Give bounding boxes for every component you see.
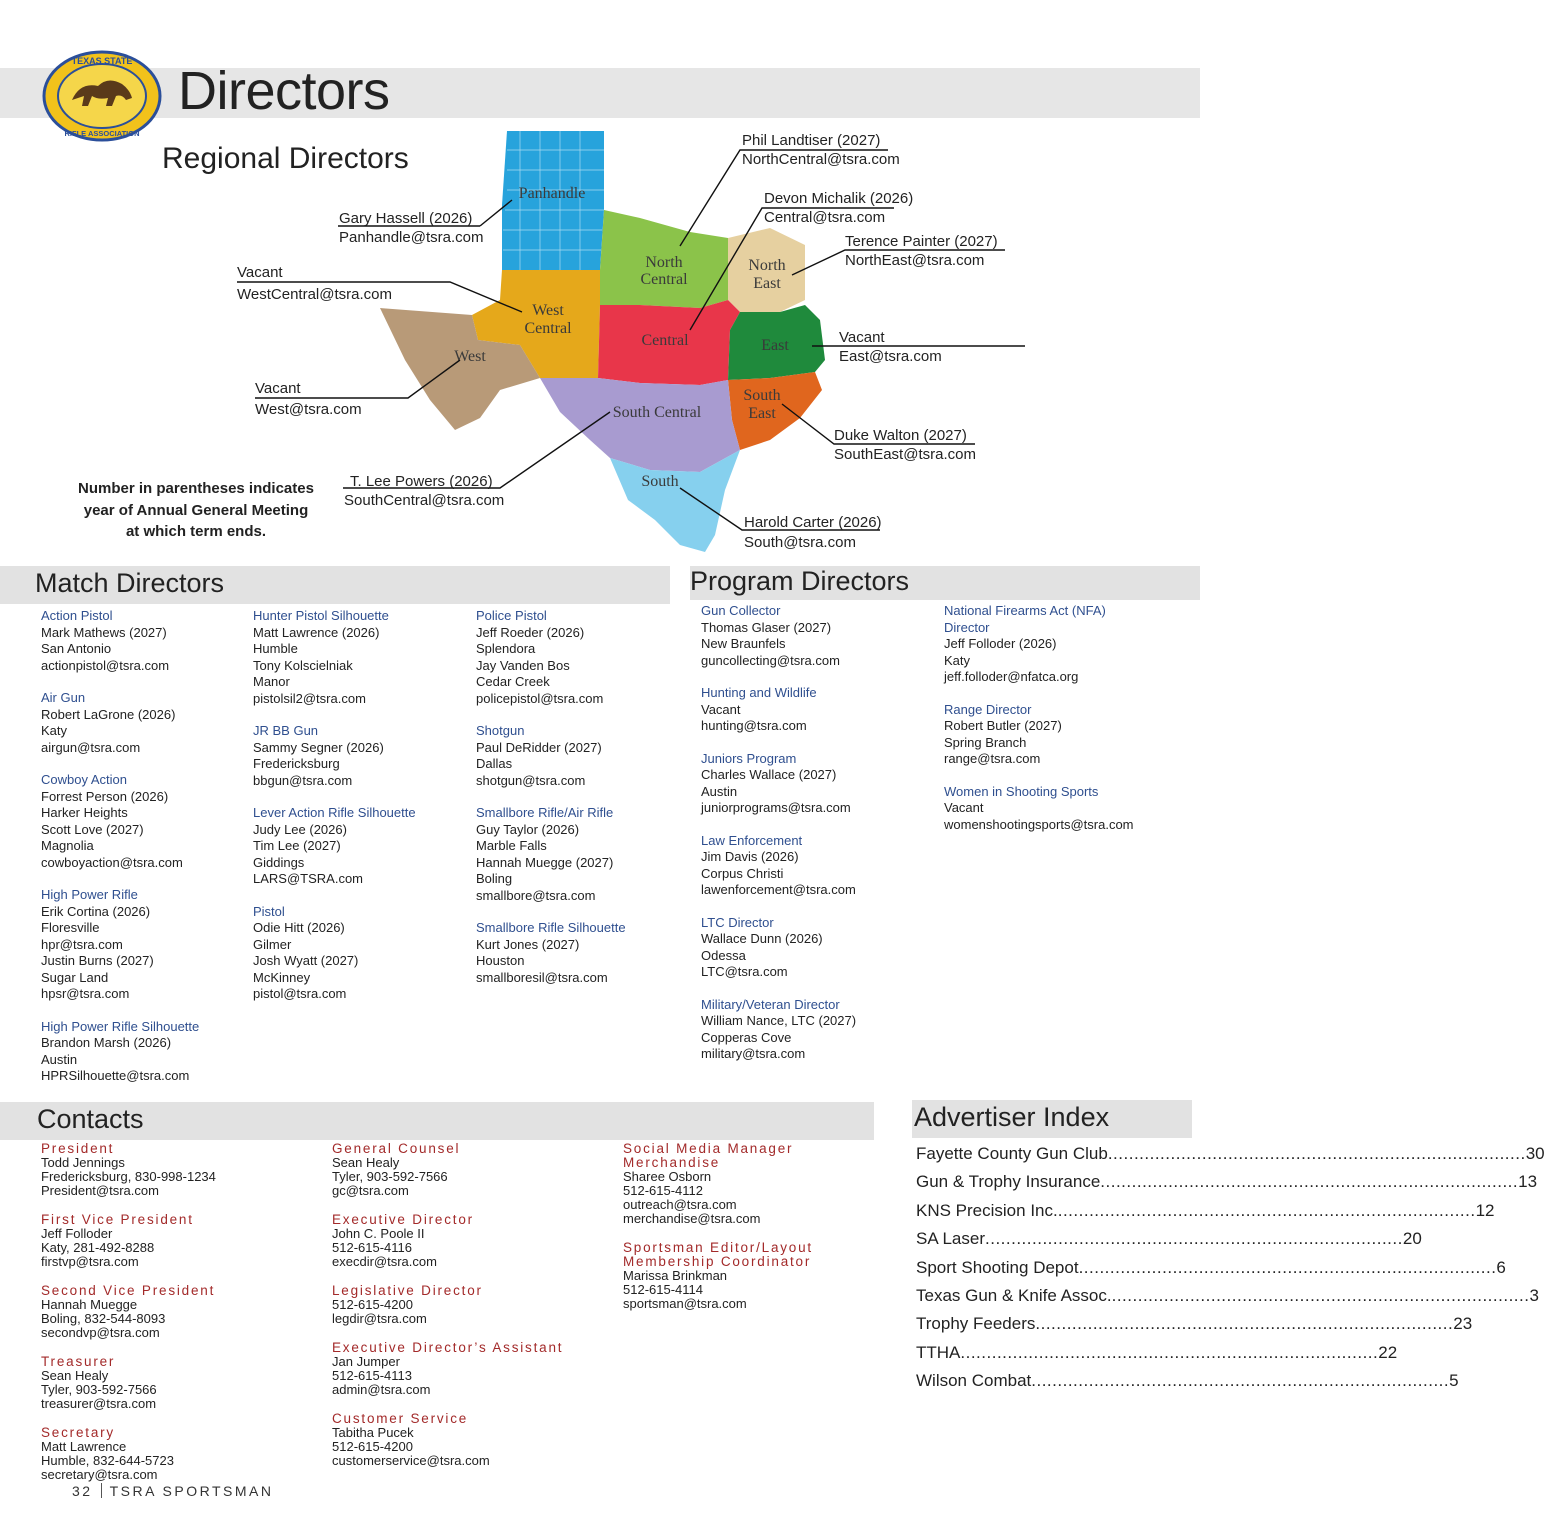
svg-text:West: West <box>532 302 564 319</box>
category-label: Air Gun <box>41 690 86 705</box>
entry-line: Guy Taylor (2026) <box>476 821 580 837</box>
entry-line: Mark Mathews (2027) <box>41 624 167 640</box>
category-label: First Vice President <box>41 1212 194 1227</box>
category-label: Director <box>944 619 990 635</box>
advertiser-page: 3 <box>1529 1285 1539 1305</box>
entry-line: Harker Heights <box>41 805 128 820</box>
advertiser-row <box>916 1342 1398 1370</box>
category-label: Executive Director <box>332 1212 474 1227</box>
regional-director-north-central: Phil Landtiser (2027) NorthCentral@tsra.com <box>742 132 900 168</box>
svg-text:West: West <box>454 348 486 365</box>
category-label: Cowboy Action <box>41 772 127 787</box>
match-directors-column-3 <box>476 608 626 1002</box>
entry-line: legdir@tsra.com <box>332 1311 427 1326</box>
entry-line: smallbore@tsra.com <box>476 887 596 903</box>
svg-text:Central: Central <box>524 320 572 337</box>
directory-entry <box>332 1142 563 1198</box>
entry-line: Hannah Muegge (2027) <box>476 854 614 870</box>
directory-entry <box>253 904 416 1003</box>
entry-line: Giddings <box>253 854 305 870</box>
entry-line: Forrest Person (2026) <box>41 788 169 804</box>
entry-line: Cedar Creek <box>476 674 550 689</box>
directory-entry <box>944 603 1134 686</box>
entry-line: Tony Kolscielniak <box>253 657 353 673</box>
category-label: Police Pistol <box>476 608 547 623</box>
entry-line: hunting@tsra.com <box>701 718 807 733</box>
entry-line: Magnolia <box>41 838 94 853</box>
entry-line: Austin <box>701 783 738 799</box>
regional-director-west-central: Vacant WestCentral@tsra.com <box>237 264 392 303</box>
entry-line: Sean Healy <box>41 1368 109 1383</box>
directory-entry <box>332 1412 563 1468</box>
entry-line: McKinney <box>253 969 311 985</box>
dot-leader: ................................................................................ <box>1100 1172 1519 1192</box>
entry-line: 512-615-4112 <box>623 1183 703 1198</box>
directory-entry <box>41 1426 216 1482</box>
entry-line: Scott Love (2027) <box>41 821 144 837</box>
entry-line: Spring Branch <box>944 734 1027 750</box>
entry-line: treasurer@tsra.com <box>41 1396 157 1411</box>
entry-line: execdir@tsra.com <box>332 1254 437 1269</box>
entry-line: Dallas <box>476 756 513 771</box>
entry-line: Houston <box>476 953 525 968</box>
entry-line: Splendora <box>476 641 536 656</box>
program-directors-column-2 <box>944 603 1134 849</box>
advertiser-row <box>916 1171 1538 1199</box>
contacts-heading: Contacts <box>37 1104 144 1134</box>
match-directors-column-2 <box>253 608 416 1019</box>
entry-line: gc@tsra.com <box>332 1183 409 1198</box>
category-label: Law Enforcement <box>701 832 803 848</box>
entry-line: Sugar Land <box>41 969 109 985</box>
directory-entry <box>41 1213 216 1269</box>
term-note: Number in parentheses indicates year of Annual General Meeting at which term ends. <box>78 480 314 540</box>
entry-line: actionpistol@tsra.com <box>41 657 170 673</box>
advertiser-row <box>916 1257 1506 1285</box>
entry-line: Jeff Folloder (2026) <box>944 636 1057 651</box>
entry-line: HPRSilhouette@tsra.com <box>41 1068 190 1083</box>
directory-entry <box>623 1142 813 1226</box>
entry-line: Boling <box>476 871 513 886</box>
category-label: Hunting and Wildlife <box>701 685 817 700</box>
advertiser-page: 13 <box>1518 1172 1538 1192</box>
svg-text:South Central: South Central <box>612 404 702 421</box>
match-directors-column-1 <box>41 608 199 1101</box>
regional-director-central: Devon Michalik (2026) Central@tsra.com <box>764 190 914 226</box>
match-directors-heading: Match Directors <box>35 568 225 598</box>
entry-line: Paul DeRidder (2027) <box>476 739 602 755</box>
category-label: Military/Veteran Director <box>701 996 840 1012</box>
page-title: Directors <box>178 61 390 121</box>
contacts-column-2 <box>332 1142 563 1483</box>
publication-name: TSRA SPORTSMAN <box>109 1483 274 1499</box>
directory-entry <box>41 1284 216 1340</box>
entry-line: Kurt Jones (2027) <box>476 936 580 952</box>
category-label: Legislative Director <box>332 1283 483 1298</box>
advertiser-row <box>916 1200 1495 1228</box>
entry-line: Corpus Christi <box>701 865 784 881</box>
dot-leader: ................................................................................ <box>1031 1371 1450 1391</box>
directory-entry <box>944 702 1134 768</box>
advertiser-page: 6 <box>1496 1257 1506 1277</box>
advertiser-row <box>916 1313 1473 1341</box>
entry-line: Robert Butler (2027) <box>944 718 1062 733</box>
entry-line: Fredericksburg <box>253 756 340 771</box>
entry-line: San Antonio <box>41 641 112 656</box>
regional-director-south-central: T. Lee Powers (2026) SouthCentral@tsra.com <box>344 473 505 509</box>
directory-entry <box>701 997 856 1063</box>
advertiser-row <box>916 1228 1422 1256</box>
entry-line: range@tsra.com <box>944 751 1041 766</box>
advertiser-row <box>916 1285 1539 1313</box>
directory-entry <box>253 805 416 888</box>
entry-line: jeff.folloder@nfatca.org <box>944 669 1079 684</box>
advertiser-page: 5 <box>1449 1371 1459 1391</box>
svg-text:RIFLE ASSOCIATION: RIFLE ASSOCIATION <box>64 129 140 138</box>
directory-entry <box>253 723 416 789</box>
category-label: Pistol <box>253 903 285 919</box>
entry-line: pistol@tsra.com <box>253 986 347 1001</box>
advertiser-index-heading: Advertiser Index <box>914 1102 1110 1132</box>
entry-line: LTC@tsra.com <box>701 964 788 979</box>
entry-line: Hannah Muegge <box>41 1297 138 1312</box>
category-label: Women in Shooting Sports <box>944 783 1099 799</box>
dot-leader: ................................................................................ <box>985 1229 1403 1249</box>
directory-entry <box>41 887 199 1003</box>
entry-line: Robert LaGrone (2026) <box>41 706 176 722</box>
advertiser-index-list <box>916 1143 1545 1399</box>
entry-line: secondvp@tsra.com <box>41 1325 160 1340</box>
directory-entry <box>701 685 856 735</box>
entry-line: shotgun@tsra.com <box>476 772 586 788</box>
category-label: General Counsel <box>332 1141 461 1156</box>
directory-entry <box>41 1019 199 1085</box>
entry-line: lawenforcement@tsra.com <box>701 882 856 897</box>
category-label: Hunter Pistol Silhouette <box>253 608 389 623</box>
category-label: Secretary <box>41 1425 115 1440</box>
entry-line: Erik Cortina (2026) <box>41 903 151 919</box>
entry-line: Tyler, 903-592-7566 <box>332 1169 448 1184</box>
entry-line: Jeff Folloder <box>41 1226 113 1241</box>
entry-line: Thomas Glaser (2027) <box>701 619 832 635</box>
entry-line: Katy <box>944 652 971 668</box>
entry-line: Todd Jennings <box>41 1155 125 1170</box>
category-label: High Power Rifle Silhouette <box>41 1018 200 1034</box>
entry-line: Jan Jumper <box>332 1354 400 1369</box>
category-label: High Power Rifle <box>41 887 138 902</box>
directory-entry <box>253 608 416 707</box>
entry-line: Austin <box>41 1051 78 1067</box>
entry-line: Odie Hitt (2026) <box>253 920 345 935</box>
entry-line: Jay Vanden Bos <box>476 657 570 673</box>
category-label: National Firearms Act (NFA) <box>944 603 1106 618</box>
entry-line: Copperas Cove <box>701 1029 792 1045</box>
entry-line: guncollecting@tsra.com <box>701 652 840 668</box>
entry-line: cowboyaction@tsra.com <box>41 854 183 870</box>
advertiser-name: TTHA <box>916 1342 961 1362</box>
directory-entry <box>41 1355 216 1411</box>
directory-entry <box>476 723 626 789</box>
entry-line: Floresville <box>41 920 100 935</box>
category-label: Treasurer <box>41 1354 116 1369</box>
entry-line: Jim Davis (2026) <box>701 849 799 864</box>
advertiser-row <box>916 1143 1545 1171</box>
directory-entry <box>476 608 626 707</box>
entry-line: Sharee Osborn <box>623 1169 712 1184</box>
category-label: Sportsman Editor/Layout <box>623 1240 813 1255</box>
entry-line: Gilmer <box>253 936 292 952</box>
entry-line: Wallace Dunn (2026) <box>701 931 823 946</box>
entry-line: admin@tsra.com <box>332 1382 431 1397</box>
entry-line: Marble Falls <box>476 838 547 853</box>
program-directors-column-1 <box>701 603 856 1079</box>
advertiser-name: SA Laser <box>916 1229 985 1249</box>
page-footer <box>72 1483 273 1499</box>
category-label: Smallbore Rifle/Air Rifle <box>476 805 614 820</box>
directory-entry <box>476 920 626 986</box>
entry-line: merchandise@tsra.com <box>623 1211 761 1226</box>
dot-leader: ................................................................................ <box>960 1342 1379 1362</box>
entry-line: John C. Poole II <box>332 1226 425 1241</box>
directory-entry <box>41 608 199 674</box>
entry-line: pistolsil2@tsra.com <box>253 690 366 706</box>
directory-entry <box>41 1142 216 1198</box>
entry-line: 512-615-4114 <box>623 1282 703 1297</box>
directory-entry <box>701 915 856 981</box>
category-label: Range Director <box>944 701 1032 717</box>
entry-line: Katy <box>41 723 68 738</box>
entry-line: hpr@tsra.com <box>41 936 123 952</box>
entry-line: customerservice@tsra.com <box>332 1453 490 1468</box>
entry-line: Manor <box>253 674 290 689</box>
svg-text:North: North <box>645 254 683 271</box>
svg-text:East: East <box>748 405 776 422</box>
entry-line: 512-615-4113 <box>332 1368 412 1383</box>
entry-line: Odessa <box>701 947 746 963</box>
regional-director-south: Harold Carter (2026) South@tsra.com <box>744 514 882 551</box>
category-label: LTC Director <box>701 914 774 930</box>
entry-line: firstvp@tsra.com <box>41 1254 139 1269</box>
entry-line: womenshootingsports@tsra.com <box>944 816 1134 832</box>
dot-leader: ................................................................................ <box>1078 1257 1497 1277</box>
category-label: Executive Director’s Assistant <box>332 1340 564 1355</box>
regional-director-south-east: Duke Walton (2027) SouthEast@tsra.com <box>834 427 976 463</box>
category-label: Gun Collector <box>701 603 781 618</box>
category-label: Merchandise <box>623 1155 721 1170</box>
entry-line: Sean Healy <box>332 1155 400 1170</box>
entry-line: secretary@tsra.com <box>41 1467 158 1482</box>
entry-line: Tyler, 903-592-7566 <box>41 1382 157 1397</box>
advertiser-name: Fayette County Gun Club <box>916 1144 1108 1163</box>
entry-line: Josh Wyatt (2027) <box>253 953 359 968</box>
entry-line: LARS@TSRA.com <box>253 871 363 886</box>
category-label: Smallbore Rifle Silhouette <box>476 920 626 935</box>
entry-line: Humble <box>253 641 298 656</box>
entry-line: policepistol@tsra.com <box>476 690 604 706</box>
program-directors-heading: Program Directors <box>690 566 910 596</box>
advertiser-name: Sport Shooting Depot <box>916 1257 1079 1277</box>
category-label: President <box>41 1141 115 1156</box>
page-number: 32 <box>72 1483 93 1499</box>
entry-line: Tim Lee (2027) <box>253 838 341 853</box>
entry-line: Boling, 832-544-8093 <box>41 1311 166 1326</box>
dot-leader: ................................................................................ <box>1057 1200 1476 1220</box>
entry-line: smallboresil@tsra.com <box>476 969 608 985</box>
svg-text:Central: Central <box>640 271 688 288</box>
category-label: JR BB Gun <box>253 723 319 738</box>
entry-line: Tabitha Pucek <box>332 1425 414 1440</box>
entry-line: Katy, 281-492-8288 <box>41 1240 155 1255</box>
entry-line: hpsr@tsra.com <box>41 986 130 1001</box>
advertiser-page: 30 <box>1525 1144 1545 1163</box>
regional-director-west: Vacant West@tsra.com <box>255 380 362 418</box>
directory-entry <box>332 1284 563 1326</box>
advertiser-page: 12 <box>1475 1200 1495 1220</box>
region-south-central <box>540 378 740 472</box>
entry-line: military@tsra.com <box>701 1046 806 1061</box>
svg-text:TEXAS STATE: TEXAS STATE <box>71 56 133 66</box>
contacts-column-1 <box>41 1142 216 1497</box>
svg-text:East: East <box>753 275 781 292</box>
entry-line: Sammy Segner (2026) <box>253 739 384 755</box>
advertiser-name: Trophy Feeders <box>916 1314 1036 1334</box>
directory-entry <box>332 1213 563 1269</box>
category-label: Shotgun <box>476 723 525 738</box>
entry-line: Brandon Marsh (2026) <box>41 1035 172 1050</box>
entry-line: Matt Lawrence (2026) <box>253 624 380 640</box>
directory-entry <box>944 784 1134 834</box>
directory-entry <box>41 690 199 756</box>
svg-text:Panhandle: Panhandle <box>518 185 586 202</box>
entry-line: New Braunfels <box>701 636 786 651</box>
category-label: Action Pistol <box>41 608 113 623</box>
entry-line: William Nance, LTC (2027) <box>701 1013 857 1028</box>
svg-text:South: South <box>641 473 679 490</box>
category-label: Second Vice President <box>41 1283 216 1298</box>
entry-line: Matt Lawrence <box>41 1439 127 1454</box>
entry-line: 512-615-4200 <box>332 1297 413 1312</box>
directory-entry <box>41 772 199 871</box>
entry-line: Vacant <box>701 701 741 717</box>
advertiser-name: Texas Gun & Knife Assoc. <box>916 1285 1112 1305</box>
entry-line: juniorprograms@tsra.com <box>701 800 851 815</box>
entry-line: bbgun@tsra.com <box>253 772 353 788</box>
footer-separator <box>101 1483 102 1498</box>
directory-entry <box>701 833 856 899</box>
entry-line: outreach@tsra.com <box>623 1197 737 1212</box>
dot-leader: ................................................................................ <box>1107 1144 1526 1163</box>
advertiser-page: 22 <box>1378 1342 1398 1362</box>
advertiser-page: 23 <box>1453 1314 1473 1334</box>
directory-entry <box>476 805 626 904</box>
entry-line: Fredericksburg, 830-998-1234 <box>41 1169 216 1184</box>
entry-line: Humble, 832-644-5723 <box>41 1453 174 1468</box>
entry-line: President@tsra.com <box>41 1183 159 1198</box>
entry-line: Charles Wallace (2027) <box>701 767 837 782</box>
category-label: Juniors Program <box>701 750 797 766</box>
entry-line: 512-615-4200 <box>332 1439 413 1454</box>
svg-text:Central: Central <box>641 332 689 349</box>
contacts-column-3 <box>623 1142 813 1326</box>
entry-line: Justin Burns (2027) <box>41 953 154 968</box>
advertiser-page: 20 <box>1402 1229 1422 1249</box>
category-label: Lever Action Rifle Silhouette <box>253 805 416 820</box>
entry-line: airgun@tsra.com <box>41 739 141 755</box>
svg-text:East: East <box>761 337 789 354</box>
directory-entry <box>701 751 856 817</box>
dot-leader: ................................................................................ <box>1111 1285 1530 1305</box>
category-label: Customer Service <box>332 1411 469 1426</box>
advertiser-name: Gun & Trophy Insurance <box>916 1172 1101 1192</box>
entry-line: sportsman@tsra.com <box>623 1296 747 1311</box>
advertiser-name: Wilson Combat <box>916 1371 1032 1391</box>
entry-line: Vacant <box>944 800 984 815</box>
category-label: Membership Coordinator <box>623 1254 812 1269</box>
advertiser-name: KNS Precision Inc. <box>916 1200 1058 1220</box>
svg-text:North: North <box>748 257 786 274</box>
regional-director-east: Vacant East@tsra.com <box>839 329 942 365</box>
regional-director-north-east: Terence Painter (2027) NorthEast@tsra.com <box>845 233 998 269</box>
regional-directors-heading: Regional Directors <box>162 142 409 175</box>
category-label: Social Media Manager <box>623 1141 794 1156</box>
directory-entry <box>701 603 856 669</box>
directory-entry <box>623 1241 813 1311</box>
svg-text:South: South <box>743 387 781 404</box>
dot-leader: ................................................................................ <box>1035 1314 1454 1334</box>
entry-line: Judy Lee (2026) <box>253 821 347 837</box>
directory-entry <box>332 1341 563 1397</box>
entry-line: Jeff Roeder (2026) <box>476 624 585 640</box>
regional-director-panhandle: Gary Hassell (2026) Panhandle@tsra.com <box>339 210 484 246</box>
entry-line: 512-615-4116 <box>332 1240 412 1255</box>
entry-line: Marissa Brinkman <box>623 1268 728 1283</box>
advertiser-row <box>916 1370 1459 1398</box>
